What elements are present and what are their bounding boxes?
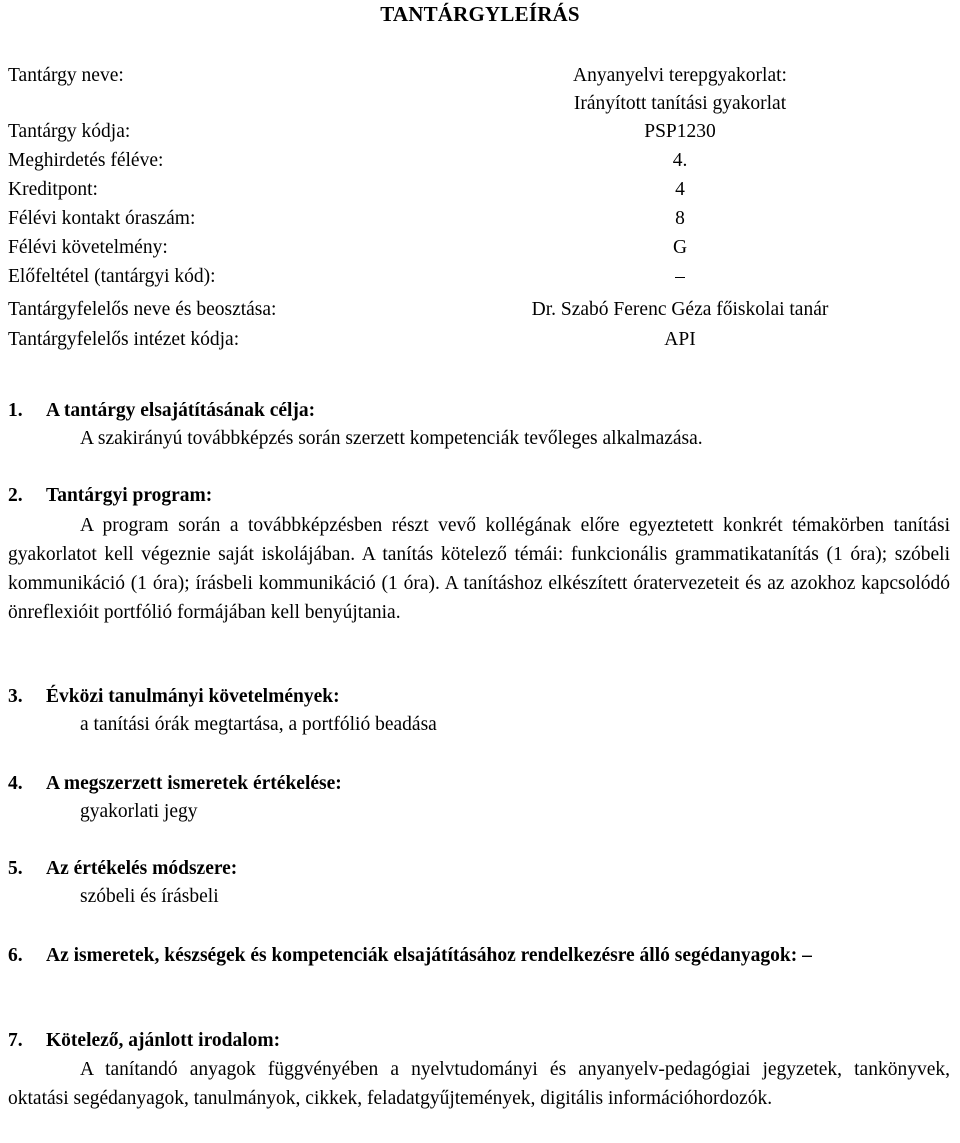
section-7-body: A tanítandó anyagok függvényében a nyelvtudományi és anyanyelv-pedagógiai jegyzetek, tankönyvek, oktatási segédanyagok, tanulmányok, cikkek, feladatgyűjtemények, digitális információhordozók. (8, 1059, 950, 1109)
section-number: 1. (8, 400, 23, 421)
section-5-title (8, 855, 237, 883)
info-row-course-name-cont (0, 90, 960, 118)
section-6-title (8, 941, 950, 970)
section-number: 2. (8, 485, 23, 506)
info-row-institute-code (0, 326, 960, 354)
info-row-requirement (0, 234, 960, 262)
info-label: Félévi kontakt óraszám: (8, 208, 196, 229)
section-7-text (8, 1055, 950, 1113)
section-2-body: A program során a továbbképzésben részt vevő kollégának előre egyeztetett konkrét témakörben tanítási gyakorlatot kell végeznie saját iskolájában. A tanítás kötelező témái: funkcionális grammatikatanítás (1 óra); szóbeli kommunikáció (1 óra); írásbeli kommunikáció (1 óra). A tanításhoz elkészített óratervezeteit és az azokhoz kapcsolódó önreflexióit portfólió formájában kell benyújtania. (8, 515, 950, 623)
info-value: API (664, 329, 696, 350)
info-value: 8 (675, 208, 685, 229)
section-2-text (8, 511, 950, 627)
info-row-credits (0, 176, 960, 204)
section-number: 5. (8, 858, 23, 879)
info-value: 4 (675, 179, 685, 200)
section-5-text: szóbeli és írásbeli (80, 886, 219, 907)
info-label: Előfeltétel (tantárgyi kód): (8, 266, 216, 287)
info-value: Anyanyelvi terepgyakorlat: (573, 65, 787, 86)
document-title: TANTÁRGYLEÍRÁS (380, 2, 580, 26)
info-value: PSP1230 (644, 121, 716, 142)
section-number: 3. (8, 686, 23, 707)
section-4-title (8, 770, 342, 798)
section-1-title (8, 397, 315, 425)
info-label: Tantárgyfelelős neve és beosztása: (8, 299, 277, 320)
section-number: 7. (8, 1030, 23, 1051)
info-row-prerequisite (0, 263, 960, 291)
section-heading: Évközi tanulmányi követelmények: (46, 686, 340, 707)
info-label: Tantárgyfelelős intézet kódja: (8, 329, 240, 350)
section-4-text: gyakorlati jegy (80, 801, 198, 822)
section-number: 6. (8, 945, 23, 966)
info-label: Kreditpont: (8, 179, 98, 200)
info-value: G (672, 237, 688, 258)
section-2-title (8, 482, 212, 510)
section-1-text: A szakirányú továbbképzés során szerzett kompetenciák tevőleges alkalmazása. (80, 428, 703, 449)
info-row-course-name (0, 62, 960, 90)
section-3-text: a tanítási órák megtartása, a portfólió beadása (80, 714, 437, 735)
section-3-title (8, 683, 340, 711)
info-label: Félévi követelmény: (8, 237, 168, 258)
section-heading: Tantárgyi program: (46, 485, 213, 506)
info-value: Dr. Szabó Ferenc Géza főiskolai tanár (531, 299, 829, 320)
info-label: Meghirdetés féléve: (8, 150, 164, 171)
info-value: Irányított tanítási gyakorlat (573, 93, 787, 114)
info-label: Tantárgy kódja: (8, 121, 131, 142)
section-7-title (8, 1027, 280, 1055)
section-heading: A megszerzett ismeretek értékelése: (46, 773, 342, 794)
section-heading: Az értékelés módszere: (46, 858, 238, 879)
info-value: 4. (672, 150, 688, 171)
info-value: – (675, 266, 685, 287)
info-row-course-code (0, 118, 960, 146)
section-heading: Az ismeretek, készségek és kompetenciák elsajátításához rendelkezésre álló segédanyagok: – (46, 945, 812, 966)
info-row-semester (0, 147, 960, 175)
info-label: Tantárgy neve: (8, 65, 124, 86)
section-heading: Kötelező, ajánlott irodalom: (46, 1030, 281, 1051)
info-row-contact-hours (0, 205, 960, 233)
section-number: 4. (8, 773, 23, 794)
section-heading: A tantárgy elsajátításának célja: (46, 400, 316, 421)
info-row-responsible (0, 296, 960, 324)
